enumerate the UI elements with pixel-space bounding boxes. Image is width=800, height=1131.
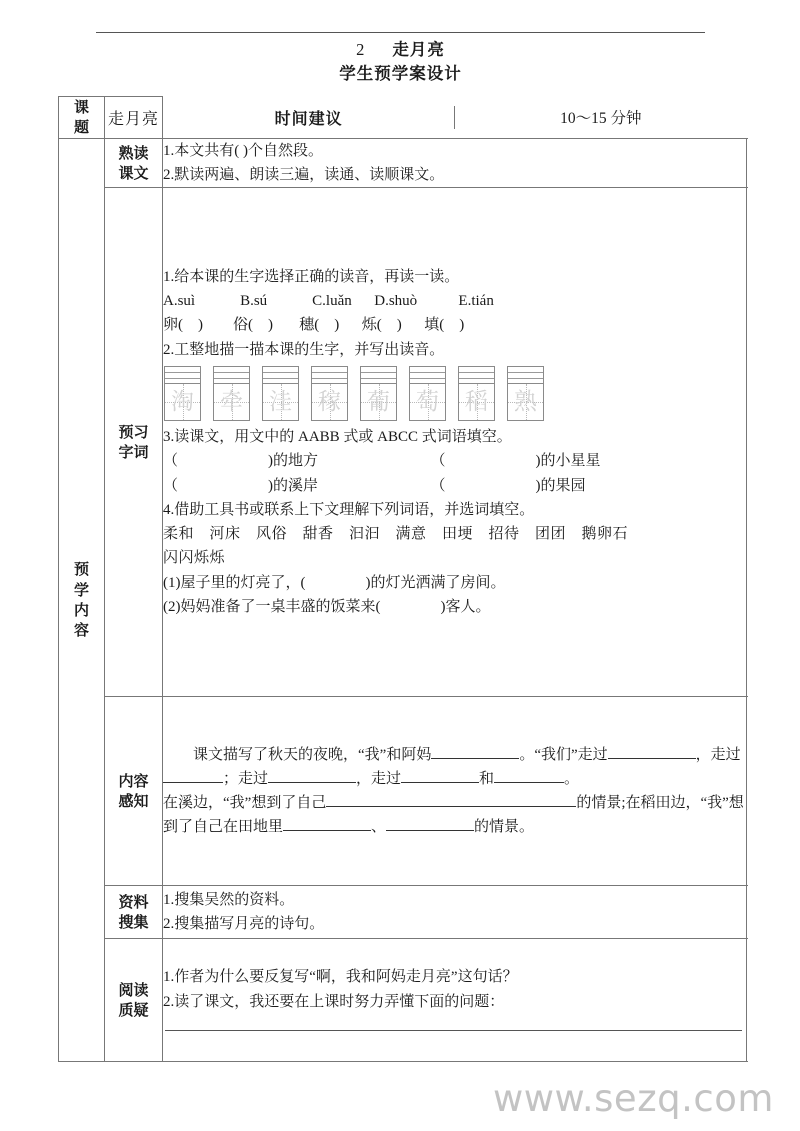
answer-blank[interactable] [386,830,474,831]
vocabulary-label-line-1: 预习 [118,422,149,441]
pinyin-guide-lines [409,366,446,383]
character-box [507,366,544,421]
comp-p1-b: 。“我们”走过 [519,746,608,763]
vocabulary-label-line-2: 字词 [118,443,149,462]
section-label-char-1: 预 [73,560,89,579]
comp-p2-a: 在溪边，“我”想到了自己 [163,795,327,812]
character-box [360,366,397,421]
pinyin-guide-lines [262,366,299,383]
vocab-q1-prompt: 1.给本课的生字选择正确的读音，再读一读。 [163,268,460,285]
character-glyph: 熟 [514,388,537,415]
character-box [458,366,495,421]
comp-p2-b: 的情景;在稻田边，“我”想到了自己在田地里 [163,795,744,836]
vocab-q3-prompt: 3.读课文，用文中的 AABB 式或 ABCC 式词语填空。 [163,429,512,445]
read-aloud-content-cell [163,138,747,188]
vocab-q4-item2-prefix: (2)妈妈准备了一桌丰盛的饭菜来( [163,599,381,616]
section-label-char-4: 容 [73,621,89,640]
comprehension-label-cell [105,697,163,886]
time-label-cell [163,106,455,129]
comprehension-label-line-1: 内容 [118,771,149,790]
answer-blank[interactable] [494,782,564,783]
comp-p1-g: 。 [564,770,580,787]
tianzige-box [311,383,348,421]
vocab-q3-row1-left: )的地方 [268,453,319,470]
vocab-q4-prompt: 4.借助工具书或联系上下文理解下列词语，并选词填空。 [163,501,535,518]
section-label-cell [59,138,105,1062]
section-label-char-3: 内 [73,600,89,619]
tianzige-box [213,383,250,421]
vocab-q3-row-2: （ )的溪岸 （ )的果园 [163,477,586,494]
read-aloud-line-1: 1.本文共有( )个自然段。 [163,142,323,159]
questioning-label-line-2: 质疑 [118,1001,149,1020]
tianzige-box [458,383,495,421]
character-glyph: 稼 [318,388,341,415]
read-aloud-label-line-2: 课文 [118,163,149,182]
read-aloud-line-2: 2.默读两遍、朗读三遍，读通、读顺课文。 [163,166,445,183]
time-label: 时间建议 [274,108,343,128]
character-glyph: 牵 [220,388,243,415]
table-row-questioning [59,939,747,1062]
character-practice-grid [164,366,746,421]
research-label-line-1: 资料 [118,892,149,911]
research-label-line-2: 搜集 [118,913,149,932]
character-glyph: 萄 [416,388,439,415]
vocab-q1-blanks: 卵( ) 俗( ) 穗( ) 烁( ) 填( ) [163,317,465,334]
vocabulary-label-cell [105,188,163,697]
table-row-comprehension [59,697,747,886]
tianzige-box [409,383,446,421]
topic-right-group [163,97,747,139]
time-value: 10～15 分钟 [560,110,642,127]
answer-blank[interactable] [326,806,576,807]
time-value-cell [455,106,747,129]
research-content-cell [163,886,747,939]
comprehension-content-cell [163,697,747,886]
read-aloud-label-line-1: 熟读 [118,143,149,162]
comp-p1-a: 课文描写了秋天的夜晚，“我”和阿妈 [193,746,432,763]
preview-plan-table [58,96,747,1062]
document-title-block [96,38,705,86]
vocab-q4-item-2 [163,595,746,619]
character-box [164,366,201,421]
table-row-topic [59,97,747,139]
pinyin-guide-lines [164,366,201,383]
questioning-label-line-1: 阅读 [118,980,149,999]
vocab-q2-prompt: 2.工整地描一描本课的生字，并写出读音。 [163,341,445,358]
vocab-q4-item2-suffix: )客人。 [440,599,491,616]
research-line-1: 1.搜集吴然的资料。 [163,891,295,908]
tianzige-box [360,383,397,421]
comprehension-label-line-2: 感知 [118,792,149,811]
questioning-content-cell [163,939,747,1062]
character-glyph: 葡 [367,388,390,415]
comprehension-paragraph-1 [163,743,746,792]
topic-value: 走月亮 [107,110,159,128]
vocab-q1-options: A.suì B.sú C.luǎn D.shuò E.tián [163,293,494,310]
comp-p1-d: ；走过 [223,770,269,787]
questioning-line-1: 1.作者为什么要反复写“啊，我和阿妈走月亮”这句话？ [163,969,518,986]
character-box [213,366,250,421]
pinyin-guide-lines [213,366,250,383]
pinyin-guide-lines [507,366,544,383]
topic-label-char-2: 题 [73,118,89,137]
answer-write-line[interactable] [165,1030,742,1031]
page-title [96,38,705,62]
character-box [311,366,348,421]
table-row-read-aloud [59,138,747,188]
research-line-2: 2.搜集描写月亮的诗句。 [163,916,325,933]
topic-label-cell [59,97,105,139]
page-subtitle: 学生预学案设计 [339,63,462,83]
vocab-q4-item1-suffix: )的灯光洒满了房间。 [365,574,506,591]
pinyin-guide-lines [458,366,495,383]
vocab-q4-wordlist-line-1: 柔和 河床 风俗 甜香 汩汩 满意 田埂 招待 团团 鹅卵石 [163,526,629,543]
vocab-q4-wordlist-line-2: 闪闪烁烁 [163,550,226,567]
vocabulary-content-cell [163,188,747,697]
comprehension-paragraph-2 [163,791,746,840]
pinyin-guide-lines [311,366,348,383]
research-label-cell [105,886,163,939]
comp-p1-e: ，走过 [356,770,402,787]
pinyin-guide-lines [360,366,397,383]
comp-p2-d: 的情景。 [474,819,535,836]
questioning-label-cell [105,939,163,1062]
section-label-char-2: 学 [73,580,89,599]
vocab-q4-item1-prefix: (1)屋子里的灯亮了，( [163,574,306,591]
character-box [409,366,446,421]
table-row-research [59,886,747,939]
tianzige-box [507,383,544,421]
site-watermark: www.sezq.com [493,1077,774,1120]
lesson-number: 2 [356,40,366,59]
questioning-line-2: 2.读了课文，我还要在上课时努力弄懂下面的问题： [163,993,505,1010]
read-aloud-label-cell [105,138,163,188]
tianzige-box [262,383,299,421]
answer-blank[interactable] [401,782,479,783]
comp-p2-c: 、 [371,819,387,836]
vocab-q3-row2-left: )的溪岸 [268,477,319,494]
tianzige-box [164,383,201,421]
table-row-vocabulary [59,188,747,697]
comp-p1-c: ，走过 [695,746,741,763]
vocab-q3-row-1: （ )的地方 （ )的小星星 [163,453,601,470]
answer-blank[interactable] [268,782,356,783]
answer-blank[interactable] [163,782,223,783]
comp-p1-f: 和 [479,770,495,787]
answer-blank[interactable] [608,758,696,759]
vocab-q3-row1-right: )的小星星 [535,453,601,470]
vocab-q4-item-1 [163,571,746,595]
topic-value-cell [105,97,163,139]
answer-blank[interactable] [431,758,519,759]
vocab-q3-row2-right: )的果园 [535,477,586,494]
topic-label-char-1: 课 [73,98,89,116]
lesson-title: 走月亮 [392,40,445,59]
character-box [262,366,299,421]
character-glyph: 洼 [269,388,292,415]
character-glyph: 稻 [465,388,488,415]
character-glyph: 淘 [171,388,194,415]
header-rule [96,32,705,33]
answer-blank[interactable] [283,830,371,831]
